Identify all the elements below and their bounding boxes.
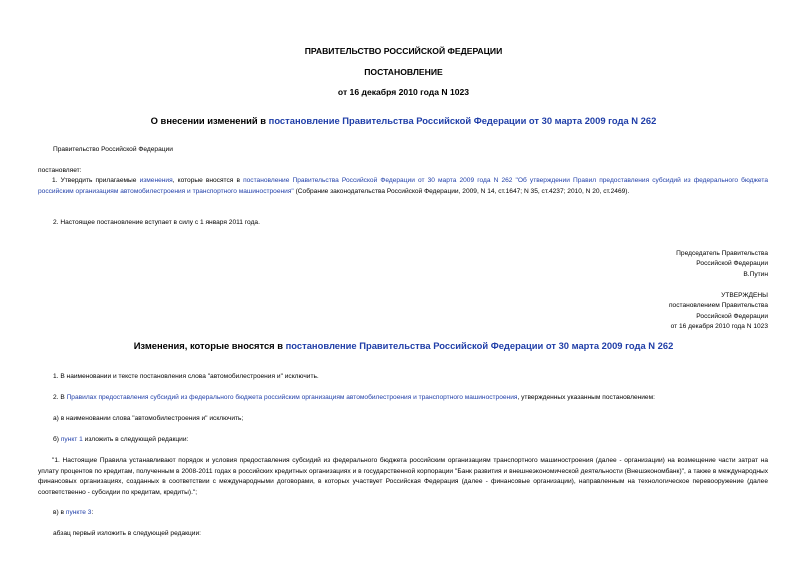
change-b-text bbox=[53, 435, 188, 446]
signature-line-2: Российской Федерации bbox=[696, 260, 768, 267]
issuer-text: Правительство Российской Федерации bbox=[53, 146, 173, 153]
approved-line-2: постановлением Правительства bbox=[668, 302, 768, 309]
item-1-text-a: 1. Утвердить прилагаемые bbox=[52, 177, 140, 184]
change-b-link-point-1[interactable]: пункт 1 bbox=[60, 436, 83, 443]
quoted-paragraph: "1. Настоящие Правила устанавливают порядок и условия предоставления субсидий из федерального бюджета российским организациям транспортного машиностроения (далее - организации) на возмещение части затрат на уплату процентов по кредитам, полученным в 2008-2011 годах в российских кредитных организациях и в государственной корпорации "Банк развития и внешнеэкономической деятельности (Внешэкономбанк)", а также в международных финансовых организациях, созданных в соответствии с международными договорами, в которых участвует Российская Федерация (далее - финансовые организации), направленным на технологическое перевооружение (далее соответственно - субсидии по кредитам, кредиты)."; bbox=[38, 457, 768, 496]
government-heading: ПРАВИТЕЛЬСТВО РОССИЙСКОЙ ФЕДЕРАЦИИ bbox=[304, 46, 503, 56]
changes-title-prefix: Изменения, которые вносятся в bbox=[133, 340, 286, 351]
change-2-text-a: 2. В bbox=[53, 394, 67, 401]
change-2-text bbox=[53, 393, 655, 404]
signature-line-3: В.Путин bbox=[743, 271, 768, 278]
change-a-text: а) в наименовании слова "автомобилестроения и" исключить; bbox=[53, 415, 244, 422]
item-2-text: 2. Настоящее постановление вступает в силу с 1 января 2011 года. bbox=[53, 219, 260, 226]
item-1-paragraph bbox=[38, 176, 768, 197]
changes-title-link[interactable]: постановление Правительства Российской Федерации от 30 марта 2009 года N 262 bbox=[285, 340, 674, 351]
title-prefix: О внесении изменений в bbox=[150, 115, 269, 126]
change-b-text-b: изложить в следующей редакции: bbox=[82, 436, 189, 443]
title-link[interactable]: постановление Правительства Российской Федерации от 30 марта 2009 года N 262 bbox=[268, 115, 657, 126]
changes-title bbox=[0, 340, 807, 351]
item-1-text-c: (Собрание законодательства Российской Федерации, 2009, N 14, ст.1647; N 35, ст.4237; 2010, N 20, ст.2469). bbox=[293, 187, 630, 195]
approved-line-4: от 16 декабря 2010 года N 1023 bbox=[670, 323, 768, 330]
change-1-text: 1. В наименовании и тексте постановления слова "автомобилестроения и" исключить. bbox=[53, 373, 319, 380]
item-1-link-decree[interactable]: постановление Правительства Российской Федерации от 30 марта 2009 года N 262 "Об утверждении Правил предоставления субсидий из федерального бюджета российским организациям автомобилестроения и транспортного машиностроения" bbox=[38, 177, 768, 195]
change-v-link-point-3[interactable]: пункте 3 bbox=[65, 509, 92, 516]
document-title bbox=[0, 115, 807, 126]
change-v-subtext: абзац первый изложить в следующей редакции: bbox=[53, 530, 201, 537]
change-v-text-b: : bbox=[91, 509, 94, 516]
change-2-link-rules[interactable]: Правилах предоставления субсидий из федерального бюджета российским организациям автомобилестроения и транспортного машиностроения bbox=[66, 394, 518, 401]
approved-line-1: УТВЕРЖДЕНЫ bbox=[721, 292, 768, 299]
item-1-text-b: , которые вносятся в bbox=[172, 177, 244, 184]
change-v-text-a: в) в bbox=[53, 509, 66, 516]
doc-type-heading: ПОСТАНОВЛЕНИЕ bbox=[364, 67, 443, 77]
change-v-text bbox=[53, 508, 93, 519]
approved-line-3: Российской Федерации bbox=[696, 313, 768, 320]
change-2-text-b: , утвержденных указанным постановлением: bbox=[517, 394, 655, 401]
decree-text: постановляет: bbox=[38, 167, 82, 174]
signature-line-1: Председатель Правительства bbox=[676, 250, 768, 257]
date-number-heading: от 16 декабря 2010 года N 1023 bbox=[337, 87, 470, 97]
change-b-text-a: б) bbox=[53, 436, 61, 443]
item-1-link-changes[interactable]: изменения bbox=[139, 177, 173, 184]
